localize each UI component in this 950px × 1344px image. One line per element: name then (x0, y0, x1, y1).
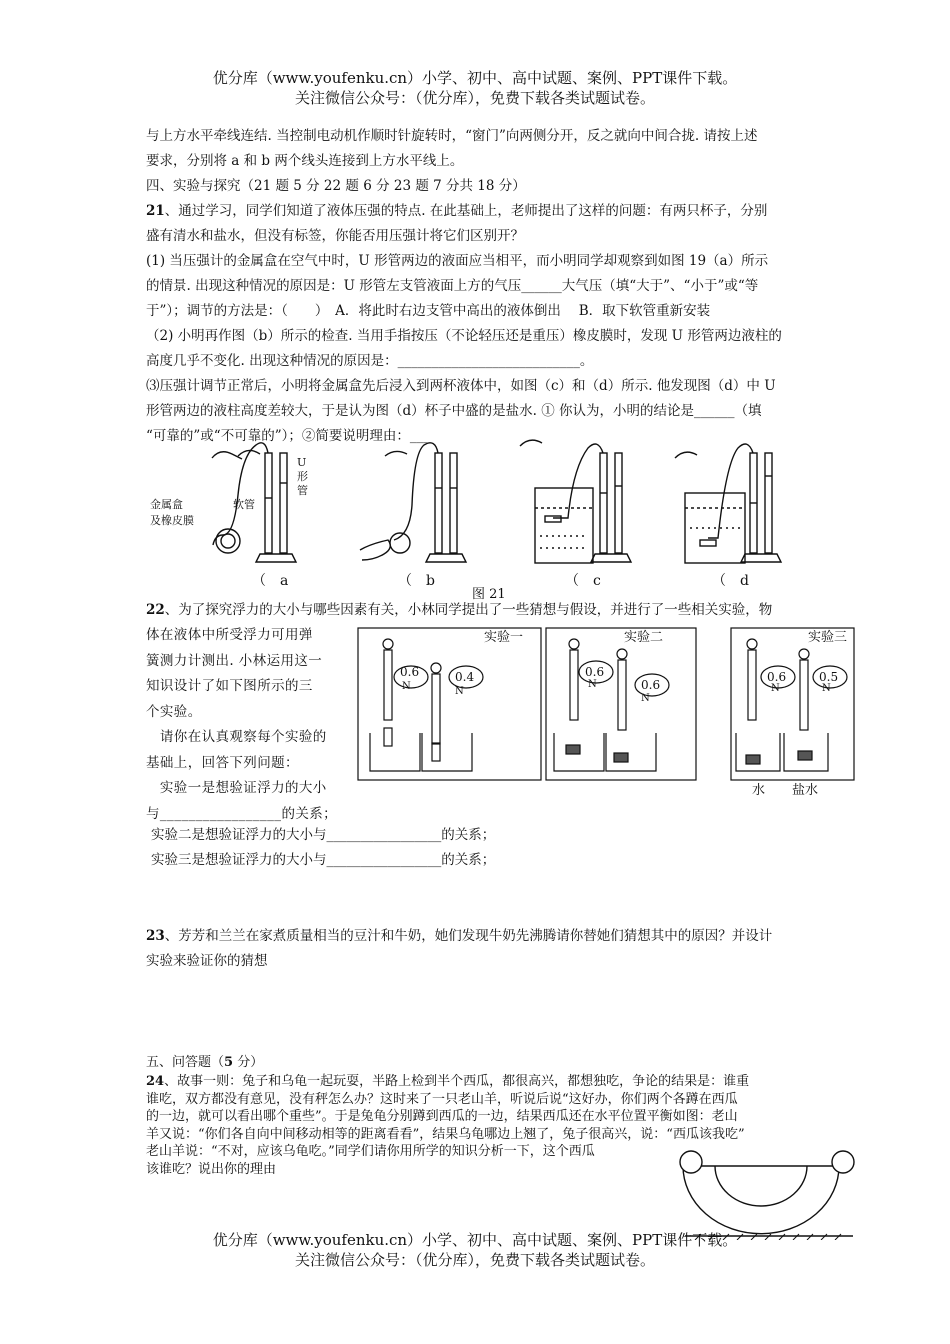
fig-21-title: 图 21 (472, 587, 506, 602)
header-line-2: 关注微信公众号：（优分库），免费下载各类试题试卷。 (294, 89, 655, 107)
q21-number: 21 (146, 203, 165, 219)
q21-p1-line-2: 的情景. 出现这种情况的原因是：U 形管左支管液面上方的气压______大气压（填“大于”、“小于”或“等 (146, 278, 759, 294)
intro-line-1: 与上方水平牵线连结. 当控制电动机作顺时针旋转时，“窗门”向两侧分开，反之就向中间合拢. 请按上述 (146, 128, 758, 144)
footer-line-2: 关注微信公众号：（优分库），免费下载各类试题试卷。 (294, 1251, 655, 1269)
fig-d-gauge (675, 444, 781, 563)
q23-line-1: 、芳芳和兰兰在家煮质量相当的豆汁和牛奶，她们发现牛奶先沸腾请你替她们猜想其中的原因？并设计 (164, 928, 773, 944)
fig-c-gauge (520, 440, 631, 563)
q23-line-2: 实验来验证你的猜想 (146, 953, 268, 969)
q21-line-1: 21、通过学习，同学们知道了液体压强的特点. 在此基础上，老师提出了这样的问题：有两只杯子，分别 (146, 203, 768, 219)
q21-p1-line-3: 于”）；调节的方法是：（ ） A．将此时右边支管中高出的液体倒出 B．取下软管重新安装 (146, 303, 711, 319)
exp1-title: 实验一 (484, 630, 524, 645)
fig-u-label-3: 管 (297, 484, 308, 497)
exp1-reading-2: 0.4 (455, 670, 475, 684)
fig-caption-a: （ a (252, 573, 289, 589)
fig-caption-d: （ d (712, 573, 749, 589)
q23 (146, 924, 811, 974)
exp2-unit-2: N (641, 693, 650, 704)
header-line-1: 优分库（www.youfenku.cn）小学、初中、高中试题、案例、PPT课件下载。 (212, 69, 738, 87)
footer-line-1: 优分库（www.youfenku.cn）小学、初中、高中试题、案例、PPT课件下载。 (212, 1231, 738, 1249)
q22-number: 22 (146, 602, 165, 618)
q21-p3-line-1: ⑶压强计调节正常后，小明将金属盒先后浸入到两杯液体中，如图（c）和（d）所示. 他发现图（d）中 U (146, 378, 776, 394)
q21-p2-line-1: （2) 小明再作图（b）所示的检查. 当用手指按压（不论轻压还是重压）橡皮膜时，发现 U 形管两边液柱的 (146, 328, 782, 344)
exp2-reading-1: 0.6 (585, 665, 605, 679)
q21-line-2: 盛有清水和盐水，但没有标签，你能否用压强计将它们区别开？ (146, 228, 524, 244)
fig-hose-label: 软管 (233, 498, 255, 511)
fig-caption-b: （ b (398, 573, 435, 589)
q21-p3-line-3: “可靠的”或“不可靠的”）；②简要说明理由：___ (146, 428, 431, 444)
exp2-title: 实验二 (624, 630, 664, 645)
exp3-reading-2: 0.5 (819, 670, 839, 684)
q22-exp2: 实验二是想验证浮力的大小与_________________的关系； (151, 827, 496, 843)
page-header (0, 68, 950, 108)
exp3-reading-1: 0.6 (767, 670, 787, 684)
q21-p1-line-1: (1) 当压强计的金属盒在空气中时，U 形管两边的液面应当相平，而小明同学却观察到如图 19（a）所示 (146, 253, 769, 269)
q24-number: 24 (146, 1074, 165, 1089)
q22-heading (146, 598, 811, 623)
q22-figures (356, 625, 856, 800)
fig-caption-c: （ c (565, 573, 601, 589)
fig-u-label-1: U (297, 456, 307, 469)
q21-p3-line-2: 形管两边的液柱高度差较大，于是认为图（d）杯子中盛的是盐水. ① 你认为，小明的结论是______（填 (146, 403, 762, 419)
exp3-unit-2: N (822, 683, 831, 694)
exp2-unit-1: N (588, 679, 597, 690)
q22-left-text: 体在液体中所受浮力可用弹 簧测力计测出. 小林运用这一 知识设计了如下图所示的三 个实验。 请你在认真观察每个实验的 基础上，回答下列问题： 实验一是想验证浮力的大小 与_________________的关系； (146, 627, 338, 822)
fig-u-label-2: 形 (297, 470, 308, 483)
q22-line-1: 、为了探究浮力的大小与哪些因素有关，小林同学提出了一些猜想与假设，并进行了一些相关实验，物 (164, 602, 773, 618)
exp1-frame (358, 628, 541, 780)
exp1-unit-1: N (402, 681, 411, 692)
section5-title: 五、问答题（5 分） (146, 1055, 264, 1070)
fig-box-label-2: 及橡皮膜 (150, 514, 194, 527)
q24: 24、故事一则：兔子和乌龟一起玩耍，半路上检到半个西瓜，都很高兴，都想独吃，争论的结果是：谁重 谁吃，双方都没有意见，没有秤怎么办？这时来了一只老山羊，听说后说“这好办，你们两个各蹲在西瓜 的一边，就可以看出哪个重些”。于是兔龟分别蹲到西瓜的一边，结果西瓜还在水平位置平衡如图：老山 羊又说：“你们各自向中间移动相等的距离看看”，结果乌龟哪边上翘了，兔子很高兴，说：“西瓜该我吃” 老山羊说：“不对，应该乌龟吃。”同学们请你用所学的知识分析一下，这个西瓜 该谁吃？说出你的理由 (146, 1074, 750, 1177)
exp2-reading-2: 0.6 (641, 678, 661, 692)
q22-exp3: 实验三是想验证浮力的大小与_________________的关系； (151, 852, 496, 868)
exp3-liquid-salt: 盐水 (792, 783, 819, 798)
exp1-reading-1: 0.6 (400, 665, 420, 679)
exp3-liquid-water: 水 (752, 783, 766, 798)
fig-b-gauge (360, 443, 466, 562)
fig-box-label-1: 金属盒 (150, 498, 183, 511)
intro-text (146, 124, 811, 449)
exp3-unit-1: N (771, 683, 780, 694)
q21-p2-line-2: 高度几乎不变化. 出现这种情况的原因是：___________________________。 (146, 353, 594, 369)
intro-line-2: 要求，分别将 a 和 b 两个线头连接到上方水平线上。 (146, 153, 464, 169)
q23-number: 23 (146, 928, 165, 944)
section4-title: 四、实验与探究（21 题 5 分 22 题 6 分 23 题 7 分共 18 分） (146, 178, 526, 194)
exp1-unit-2: N (455, 686, 464, 697)
page-footer (0, 1230, 950, 1270)
watermelon-figure (665, 1148, 855, 1240)
figure-21 (150, 428, 800, 603)
q22-tail (146, 823, 811, 873)
exp3-title: 实验三 (808, 630, 848, 645)
